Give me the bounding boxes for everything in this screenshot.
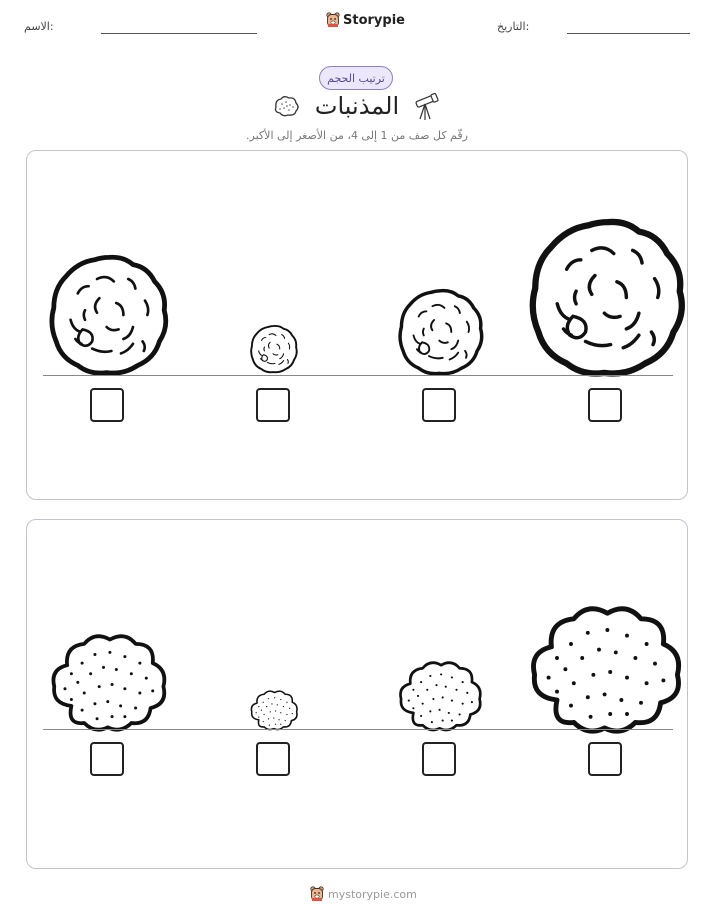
baseline <box>43 729 673 730</box>
instructions: رقّم كل صف من 1 إلى 4، من الأصغر إلى الأكبر. <box>246 129 468 142</box>
brand-name: Storypie <box>343 12 405 28</box>
comet-image <box>52 257 166 373</box>
brand-logo <box>326 12 405 28</box>
baseline <box>43 375 673 376</box>
comet-image <box>251 326 297 372</box>
comets-drawing <box>27 151 687 499</box>
cloud-image <box>533 609 678 731</box>
answer-box[interactable] <box>588 388 622 422</box>
bear-icon <box>326 12 340 28</box>
date-field-line[interactable] <box>567 33 690 34</box>
row-panel-clouds <box>26 519 688 869</box>
page-title: المذنبات <box>314 92 400 120</box>
date-label: التاريخ: <box>497 20 530 33</box>
footer-url[interactable]: mystorypie.com <box>328 887 417 901</box>
answer-box[interactable] <box>256 388 290 422</box>
row-panel-comets <box>26 150 688 500</box>
answer-box[interactable] <box>422 742 456 776</box>
comet-image <box>400 291 482 374</box>
comet-image <box>533 222 682 374</box>
bear-icon <box>310 886 324 902</box>
category-badge: ترتيب الحجم <box>319 66 393 90</box>
footer <box>310 886 417 902</box>
name-field-line[interactable] <box>101 33 257 34</box>
cloud-image <box>251 691 297 729</box>
clouds-drawing <box>27 520 687 868</box>
telescope-icon <box>410 92 442 122</box>
answer-box[interactable] <box>90 388 124 422</box>
answer-box[interactable] <box>90 742 124 776</box>
name-label: الاسم: <box>24 20 54 33</box>
cloud-image <box>53 636 164 730</box>
answer-box[interactable] <box>422 388 456 422</box>
cloud-image <box>400 663 480 730</box>
answer-box[interactable] <box>256 742 290 776</box>
comet-icon <box>272 94 302 118</box>
answer-box[interactable] <box>588 742 622 776</box>
